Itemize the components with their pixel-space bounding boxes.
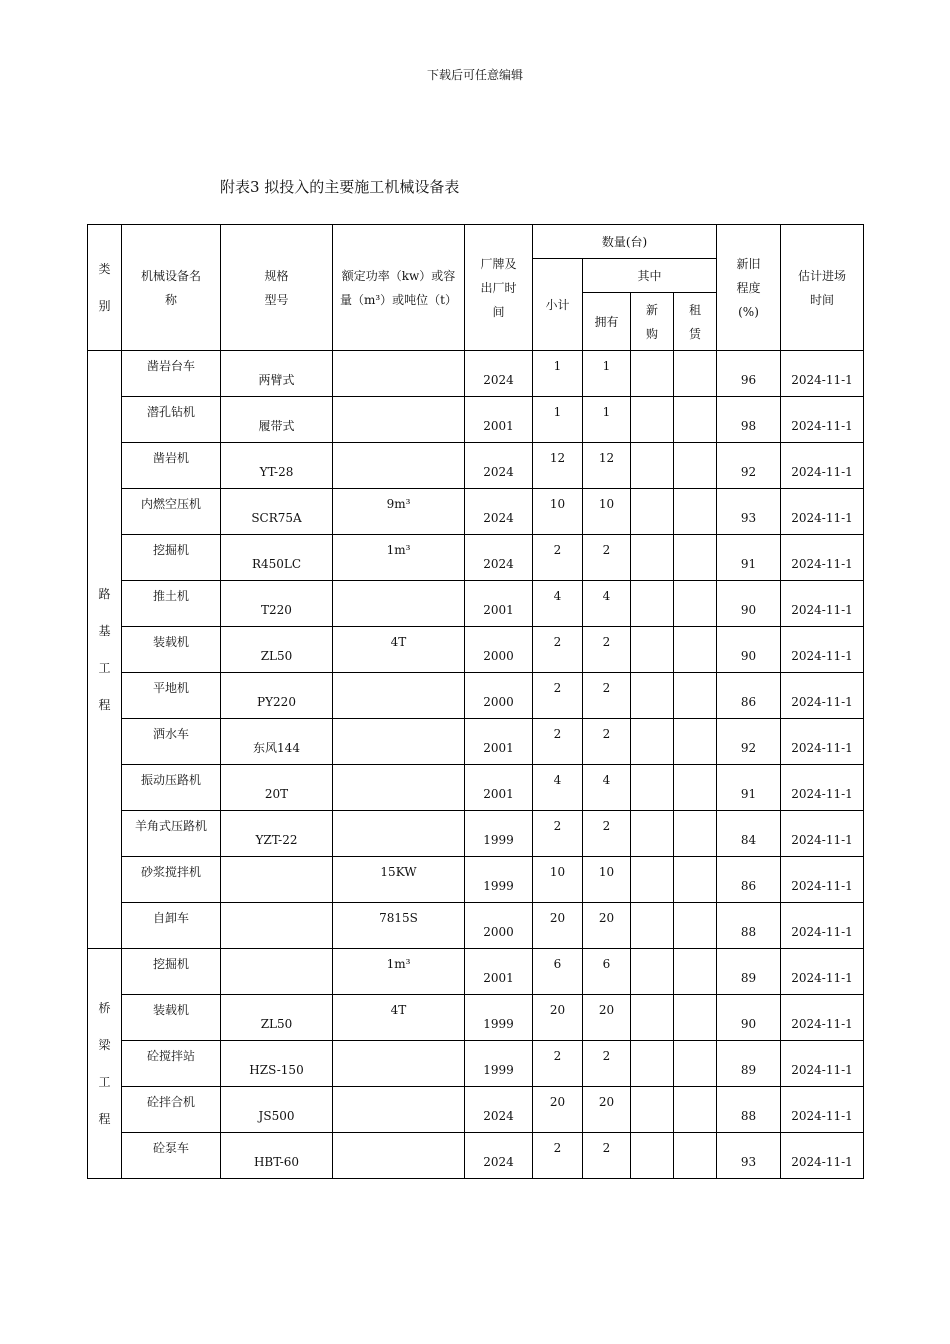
arrival-cell: 2024-11-1 xyxy=(781,673,864,719)
equipment-name-cell: 挖掘机 xyxy=(122,535,221,581)
year-cell: 2001 xyxy=(465,581,533,627)
power-cell: 9m³ xyxy=(333,489,465,535)
model-cell xyxy=(221,949,333,995)
equipment-name-cell: 凿岩机 xyxy=(122,443,221,489)
rented-cell xyxy=(674,351,717,397)
subtotal-cell: 2 xyxy=(533,719,583,765)
table-row xyxy=(88,995,864,1041)
condition-cell: 88 xyxy=(717,903,781,949)
table-row xyxy=(88,535,864,581)
table-row xyxy=(88,719,864,765)
equipment-name-cell: 砼拌合机 xyxy=(122,1087,221,1133)
equipment-name-cell: 内燃空压机 xyxy=(122,489,221,535)
subtotal-cell: 2 xyxy=(533,1041,583,1087)
owned-cell: 4 xyxy=(583,765,631,811)
model-cell xyxy=(221,903,333,949)
power-cell xyxy=(333,581,465,627)
year-cell: 2001 xyxy=(465,719,533,765)
header-name: 机械设备名称 xyxy=(122,225,221,351)
new-purchase-cell xyxy=(631,1087,674,1133)
power-cell xyxy=(333,397,465,443)
subtotal-cell: 2 xyxy=(533,673,583,719)
table-row xyxy=(88,811,864,857)
year-cell: 2001 xyxy=(465,765,533,811)
equipment-name-cell: 羊角式压路机 xyxy=(122,811,221,857)
new-purchase-cell xyxy=(631,719,674,765)
rented-cell xyxy=(674,719,717,765)
rented-cell xyxy=(674,949,717,995)
model-cell: ZL50 xyxy=(221,995,333,1041)
header-power: 额定功率（kw）或容量（m³）或吨位（t） xyxy=(333,225,465,351)
arrival-cell: 2024-11-1 xyxy=(781,903,864,949)
arrival-cell: 2024-11-1 xyxy=(781,1087,864,1133)
table-row xyxy=(88,627,864,673)
year-cell: 2001 xyxy=(465,397,533,443)
condition-cell: 84 xyxy=(717,811,781,857)
year-cell: 2024 xyxy=(465,351,533,397)
model-cell: HBT-60 xyxy=(221,1133,333,1179)
year-cell: 2024 xyxy=(465,443,533,489)
subtotal-cell: 2 xyxy=(533,535,583,581)
condition-cell: 92 xyxy=(717,719,781,765)
model-cell: R450LC xyxy=(221,535,333,581)
arrival-cell: 2024-11-1 xyxy=(781,765,864,811)
owned-cell: 2 xyxy=(583,1133,631,1179)
rented-cell xyxy=(674,1041,717,1087)
arrival-cell: 2024-11-1 xyxy=(781,535,864,581)
model-cell: SCR75A xyxy=(221,489,333,535)
table-row xyxy=(88,1041,864,1087)
new-purchase-cell xyxy=(631,351,674,397)
year-cell: 2001 xyxy=(465,949,533,995)
rented-cell xyxy=(674,995,717,1041)
header-maker: 厂牌及出厂时间 xyxy=(465,225,533,351)
condition-cell: 86 xyxy=(717,673,781,719)
power-cell xyxy=(333,765,465,811)
power-cell: 4T xyxy=(333,627,465,673)
arrival-cell: 2024-11-1 xyxy=(781,397,864,443)
arrival-cell: 2024-11-1 xyxy=(781,719,864,765)
model-cell: YT-28 xyxy=(221,443,333,489)
year-cell: 2000 xyxy=(465,903,533,949)
year-cell: 1999 xyxy=(465,857,533,903)
arrival-cell: 2024-11-1 xyxy=(781,949,864,995)
model-cell: T220 xyxy=(221,581,333,627)
model-cell: HZS-150 xyxy=(221,1041,333,1087)
condition-cell: 88 xyxy=(717,1087,781,1133)
model-cell: 履带式 xyxy=(221,397,333,443)
owned-cell: 20 xyxy=(583,1087,631,1133)
new-purchase-cell xyxy=(631,903,674,949)
rented-cell xyxy=(674,397,717,443)
condition-cell: 90 xyxy=(717,581,781,627)
subtotal-cell: 20 xyxy=(533,995,583,1041)
model-cell: YZT-22 xyxy=(221,811,333,857)
power-cell xyxy=(333,1133,465,1179)
new-purchase-cell xyxy=(631,765,674,811)
rented-cell xyxy=(674,811,717,857)
new-purchase-cell xyxy=(631,397,674,443)
rented-cell xyxy=(674,765,717,811)
new-purchase-cell xyxy=(631,857,674,903)
condition-cell: 93 xyxy=(717,489,781,535)
owned-cell: 20 xyxy=(583,903,631,949)
owned-cell: 20 xyxy=(583,995,631,1041)
subtotal-cell: 10 xyxy=(533,857,583,903)
new-purchase-cell xyxy=(631,673,674,719)
rented-cell xyxy=(674,581,717,627)
new-purchase-cell xyxy=(631,1041,674,1087)
new-purchase-cell xyxy=(631,489,674,535)
condition-cell: 91 xyxy=(717,535,781,581)
model-cell: 20T xyxy=(221,765,333,811)
power-cell: 15KW xyxy=(333,857,465,903)
header-new-purchase: 新购 xyxy=(631,293,674,351)
header-note: 下载后可任意编辑 xyxy=(426,68,523,82)
year-cell: 1999 xyxy=(465,1041,533,1087)
rented-cell xyxy=(674,857,717,903)
model-cell: ZL50 xyxy=(221,627,333,673)
equipment-name-cell: 平地机 xyxy=(122,673,221,719)
model-cell: JS500 xyxy=(221,1087,333,1133)
subtotal-cell: 20 xyxy=(533,903,583,949)
year-cell: 2024 xyxy=(465,1087,533,1133)
equipment-name-cell: 振动压路机 xyxy=(122,765,221,811)
rented-cell xyxy=(674,535,717,581)
condition-cell: 96 xyxy=(717,351,781,397)
header-owned: 拥有 xyxy=(583,293,631,351)
owned-cell: 12 xyxy=(583,443,631,489)
owned-cell: 2 xyxy=(583,673,631,719)
new-purchase-cell xyxy=(631,581,674,627)
subtotal-cell: 4 xyxy=(533,765,583,811)
rented-cell xyxy=(674,1087,717,1133)
subtotal-cell: 4 xyxy=(533,581,583,627)
model-cell: PY220 xyxy=(221,673,333,719)
new-purchase-cell xyxy=(631,1133,674,1179)
power-cell xyxy=(333,811,465,857)
arrival-cell: 2024-11-1 xyxy=(781,489,864,535)
model-cell: 两臂式 xyxy=(221,351,333,397)
new-purchase-cell xyxy=(631,811,674,857)
arrival-cell: 2024-11-1 xyxy=(781,443,864,489)
owned-cell: 2 xyxy=(583,719,631,765)
table-row xyxy=(88,949,864,995)
category-cell: 桥梁工程 xyxy=(88,949,122,1179)
subtotal-cell: 1 xyxy=(533,397,583,443)
power-cell xyxy=(333,351,465,397)
subtotal-cell: 10 xyxy=(533,489,583,535)
model-cell: 东风144 xyxy=(221,719,333,765)
subtotal-cell: 2 xyxy=(533,627,583,673)
equipment-name-cell: 装载机 xyxy=(122,995,221,1041)
subtotal-cell: 6 xyxy=(533,949,583,995)
subtotal-cell: 2 xyxy=(533,811,583,857)
arrival-cell: 2024-11-1 xyxy=(781,581,864,627)
arrival-cell: 2024-11-1 xyxy=(781,811,864,857)
table-row xyxy=(88,857,864,903)
header-subtotal: 小计 xyxy=(533,259,583,351)
owned-cell: 6 xyxy=(583,949,631,995)
subtotal-cell: 2 xyxy=(533,1133,583,1179)
owned-cell: 10 xyxy=(583,857,631,903)
power-cell xyxy=(333,1087,465,1133)
year-cell: 2000 xyxy=(465,627,533,673)
new-purchase-cell xyxy=(631,995,674,1041)
year-cell: 2024 xyxy=(465,1133,533,1179)
equipment-table xyxy=(87,224,864,1179)
subtotal-cell: 12 xyxy=(533,443,583,489)
equipment-name-cell: 推土机 xyxy=(122,581,221,627)
condition-cell: 90 xyxy=(717,627,781,673)
category-cell: 路基工程 xyxy=(88,351,122,949)
owned-cell: 2 xyxy=(583,811,631,857)
document-title: 附表3 拟投入的主要施工机械设备表 xyxy=(220,178,460,196)
owned-cell: 1 xyxy=(583,397,631,443)
equipment-name-cell: 砼泵车 xyxy=(122,1133,221,1179)
header-of-which: 其中 xyxy=(583,259,717,293)
table-row xyxy=(88,903,864,949)
condition-cell: 90 xyxy=(717,995,781,1041)
owned-cell: 2 xyxy=(583,535,631,581)
condition-cell: 89 xyxy=(717,1041,781,1087)
table-row xyxy=(88,1087,864,1133)
power-cell: 1m³ xyxy=(333,535,465,581)
arrival-cell: 2024-11-1 xyxy=(781,995,864,1041)
equipment-name-cell: 砂浆搅拌机 xyxy=(122,857,221,903)
table-row xyxy=(88,351,864,397)
equipment-name-cell: 洒水车 xyxy=(122,719,221,765)
year-cell: 1999 xyxy=(465,811,533,857)
condition-cell: 98 xyxy=(717,397,781,443)
new-purchase-cell xyxy=(631,535,674,581)
owned-cell: 1 xyxy=(583,351,631,397)
table-row xyxy=(88,673,864,719)
rented-cell xyxy=(674,1133,717,1179)
owned-cell: 2 xyxy=(583,627,631,673)
arrival-cell: 2024-11-1 xyxy=(781,1041,864,1087)
new-purchase-cell xyxy=(631,627,674,673)
condition-cell: 86 xyxy=(717,857,781,903)
model-cell xyxy=(221,857,333,903)
rented-cell xyxy=(674,489,717,535)
power-cell: 4T xyxy=(333,995,465,1041)
table-row xyxy=(88,765,864,811)
power-cell xyxy=(333,719,465,765)
condition-cell: 92 xyxy=(717,443,781,489)
equipment-name-cell: 装载机 xyxy=(122,627,221,673)
subtotal-cell: 1 xyxy=(533,351,583,397)
condition-cell: 89 xyxy=(717,949,781,995)
rented-cell xyxy=(674,627,717,673)
condition-cell: 93 xyxy=(717,1133,781,1179)
header-condition: 新旧程度(%) xyxy=(717,225,781,351)
power-cell xyxy=(333,443,465,489)
power-cell: 7815S xyxy=(333,903,465,949)
year-cell: 2000 xyxy=(465,673,533,719)
equipment-name-cell: 潜孔钻机 xyxy=(122,397,221,443)
equipment-name-cell: 自卸车 xyxy=(122,903,221,949)
subtotal-cell: 20 xyxy=(533,1087,583,1133)
arrival-cell: 2024-11-1 xyxy=(781,857,864,903)
table-row xyxy=(88,443,864,489)
table-row xyxy=(88,397,864,443)
rented-cell xyxy=(674,443,717,489)
equipment-name-cell: 砼搅拌站 xyxy=(122,1041,221,1087)
power-cell xyxy=(333,1041,465,1087)
equipment-name-cell: 挖掘机 xyxy=(122,949,221,995)
power-cell xyxy=(333,673,465,719)
new-purchase-cell xyxy=(631,949,674,995)
header-model: 规格型号 xyxy=(221,225,333,351)
header-arrival: 估计进场时间 xyxy=(781,225,864,351)
equipment-name-cell: 凿岩台车 xyxy=(122,351,221,397)
owned-cell: 2 xyxy=(583,1041,631,1087)
owned-cell: 10 xyxy=(583,489,631,535)
condition-cell: 91 xyxy=(717,765,781,811)
arrival-cell: 2024-11-1 xyxy=(781,351,864,397)
year-cell: 2024 xyxy=(465,489,533,535)
arrival-cell: 2024-11-1 xyxy=(781,627,864,673)
new-purchase-cell xyxy=(631,443,674,489)
header-category: 类别 xyxy=(88,225,122,351)
arrival-cell: 2024-11-1 xyxy=(781,1133,864,1179)
rented-cell xyxy=(674,903,717,949)
year-cell: 1999 xyxy=(465,995,533,1041)
table-row xyxy=(88,581,864,627)
power-cell: 1m³ xyxy=(333,949,465,995)
header-rented: 租赁 xyxy=(674,293,717,351)
header-quantity: 数量(台) xyxy=(533,225,717,259)
year-cell: 2024 xyxy=(465,535,533,581)
table-row xyxy=(88,489,864,535)
table-row xyxy=(88,1133,864,1179)
rented-cell xyxy=(674,673,717,719)
owned-cell: 4 xyxy=(583,581,631,627)
